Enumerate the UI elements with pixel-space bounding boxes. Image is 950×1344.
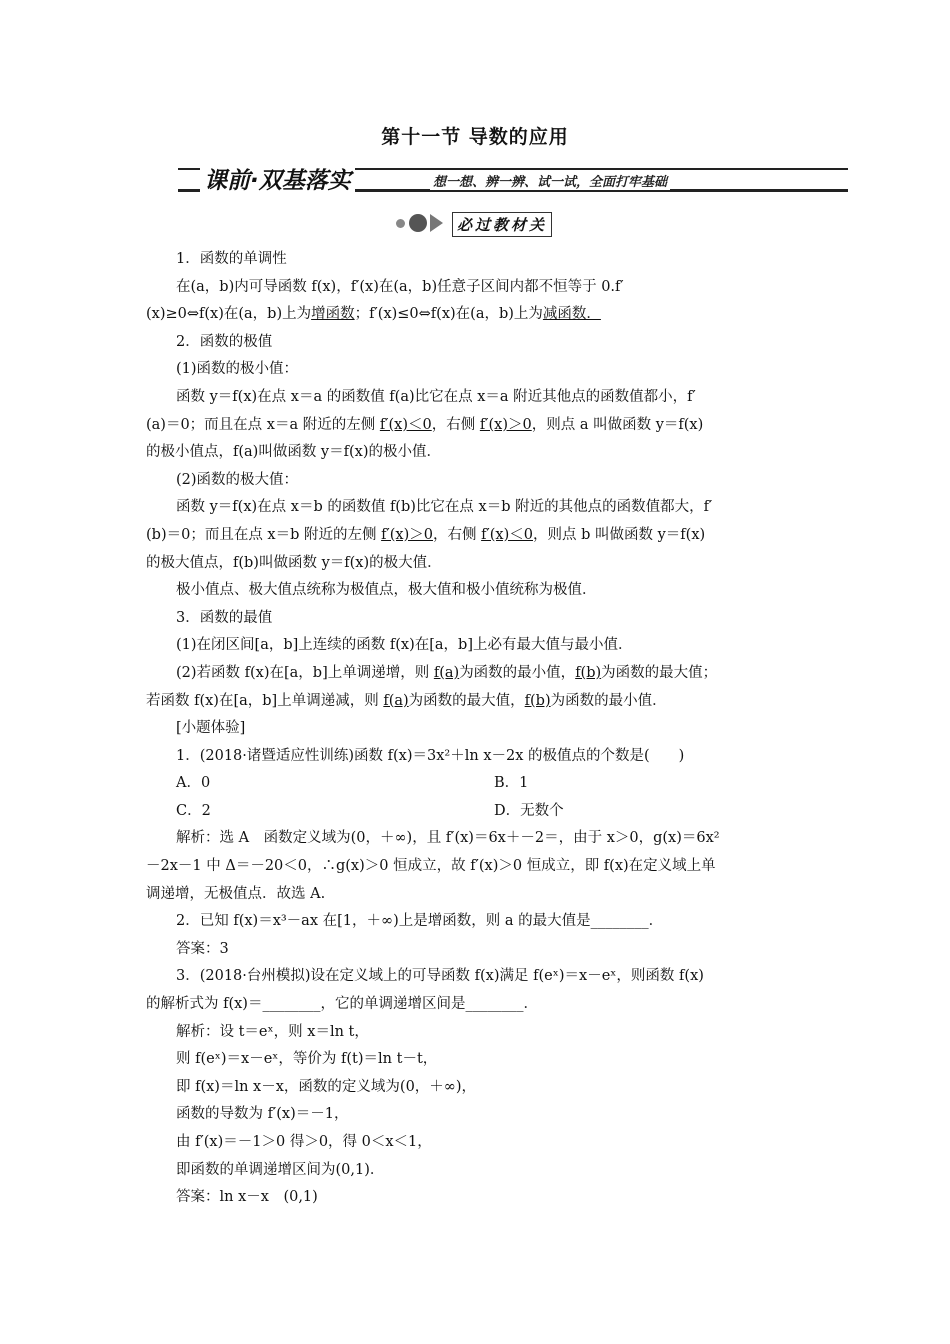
- solution-line: －2x－1 中 Δ＝－20＜0，∴g(x)＞0 恒成立，故 f′(x)＞0 恒成立，即 f(x)在定义域上单: [146, 858, 716, 875]
- answer-line: 答案：3: [176, 940, 229, 957]
- text-line: (2)函数的极大值：: [176, 471, 299, 488]
- badge-arrow-icon: [430, 214, 443, 232]
- page-title: 第十一节 导数的应用: [381, 126, 569, 148]
- banner-main-text: 课前·双基落实: [200, 162, 355, 195]
- text-line: (1)在闭区间[a，b]上连续的函数 f(x)在[a，b]上必有最大值与最小值．: [176, 637, 633, 654]
- text-line: 在(a，b)内可导函数 f(x)，f′(x)在(a，b)任意子区间内都不恒等于 0.f′: [176, 278, 624, 295]
- text-span: (x)≥0⇔f(x)在(a，b)上为: [146, 306, 312, 323]
- option-b: B．1: [494, 775, 529, 792]
- text-line: (1)函数的极小值：: [176, 361, 299, 378]
- text-line: 函数 y＝f(x)在点 x＝a 的函数值 f(a)比它在点 x＝a 附近其他点的函数值都小，f′: [176, 388, 696, 405]
- badge-dot-large-icon: [409, 214, 427, 232]
- text-span: 为函数的最大值；: [601, 664, 718, 681]
- text-line: [146, 660, 806, 688]
- options-row: [146, 770, 806, 798]
- fill-answer: f′(x)＞0: [479, 416, 532, 433]
- text-span: 为函数的最大值，: [408, 692, 525, 709]
- solution-line: 调递增，无极值点．故选 A.: [146, 885, 326, 902]
- text-span: (b)＝0；而且在点 x＝b 附近的左侧: [146, 526, 382, 543]
- text-line: 极小值点、极大值点统称为极值点，极大值和极小值统称为极值．: [176, 582, 597, 599]
- text-span: ，则点 a 叫做函数 y＝f(x): [531, 416, 704, 433]
- text-line: [146, 301, 806, 329]
- question-3-cont: 的解析式为 f(x)＝________，它的单调递增区间是________．: [146, 996, 538, 1013]
- text-span: ；f′(x)≤0⇔f(x)在(a，b)上为: [354, 306, 543, 323]
- text-span: ，右侧: [431, 416, 480, 433]
- section-banner: [178, 168, 848, 196]
- options-row: [146, 798, 806, 826]
- badge-dot-small-icon: [396, 219, 405, 228]
- text-span: 为函数的最小值．: [550, 692, 667, 709]
- text-line: 函数 y＝f(x)在点 x＝b 的函数值 f(b)比它在点 x＝b 附近的其他点的函数值都大，f′: [176, 499, 713, 516]
- text-line: [146, 688, 806, 716]
- option-d: D．无数个: [494, 802, 564, 819]
- option-c: C．2: [176, 802, 211, 819]
- heading-extremum: 2．函数的极值: [176, 333, 273, 350]
- badge-label: 必过教材关: [452, 212, 552, 237]
- answer-line: 答案：ln x－x (0,1): [176, 1189, 318, 1206]
- heading-monotonicity: 1．函数的单调性: [176, 251, 287, 267]
- text-span: 为函数的最小值，: [459, 664, 576, 681]
- fill-answer: 减函数．: [542, 306, 601, 323]
- solution-line: 解析：选 A 函数定义域为(0，＋∞)，且 f′(x)＝6x＋－2＝，由于 x＞0，g(x)＝6x²: [176, 830, 720, 847]
- solution-line: 即函数的单调递增区间为(0,1)．: [176, 1161, 385, 1178]
- heading-practice: [小题体验]: [176, 720, 246, 737]
- solution-line: 解析：设 t＝eˣ，则 x＝ln t，: [176, 1023, 369, 1040]
- text-line: [146, 412, 806, 440]
- fill-answer: f(a): [433, 664, 460, 681]
- solution-line: 则 f(eˣ)＝x－eˣ，等价为 f(t)＝ln t－t，: [176, 1051, 438, 1068]
- text-span: (2)若函数 f(x)在[a，b]上单调递增，则: [176, 664, 434, 681]
- text-span: 若函数 f(x)在[a，b]上单调递减，则: [146, 692, 384, 709]
- question-3: 3．(2018·台州模拟)设在定义域上的可导函数 f(x)满足 f(eˣ)＝x－eˣ，则函数 f(x): [176, 968, 704, 985]
- question-2: 2．已知 f(x)＝x³－ax 在[1，＋∞)上是增函数，则 a 的最大值是________．: [176, 913, 664, 930]
- solution-line: 函数的导数为 f′(x)＝－1，: [176, 1106, 349, 1123]
- fill-answer: f(b): [575, 664, 602, 681]
- banner-sub-text: 想一想、辨一辨、试一试，全面打牢基础: [430, 171, 670, 190]
- fill-answer: f(b): [524, 692, 551, 709]
- text-line: 的极大值点，f(b)叫做函数 y＝f(x)的极大值．: [146, 554, 442, 571]
- fill-answer: 增函数: [311, 306, 355, 323]
- text-line: 的极小值点，f(a)叫做函数 y＝f(x)的极小值．: [146, 444, 441, 461]
- fill-answer: f′(x)＞0: [381, 526, 433, 543]
- question-1: 1．(2018·诸暨适应性训练)函数 f(x)＝3x²＋ln x－2x 的极值点的个数是( ): [176, 747, 685, 764]
- text-line: [146, 522, 806, 550]
- heading-max-min: 3．函数的最值: [176, 609, 273, 626]
- solution-line: 由 f′(x)＝－1＞0 得＞0，得 0＜x＜1，: [176, 1134, 432, 1150]
- fill-answer: f′(x)＜0: [379, 416, 432, 433]
- text-span: ，则点 b 叫做函数 y＝f(x): [533, 526, 706, 543]
- fill-answer: f′(x)＜0: [481, 526, 533, 543]
- text-span: ，右侧: [433, 526, 482, 543]
- solution-line: 即 f(x)＝ln x－x，函数的定义域为(0，＋∞)，: [176, 1078, 477, 1095]
- fill-answer: f(a): [383, 692, 409, 709]
- option-a: A．0: [176, 775, 211, 792]
- document-body: [146, 246, 806, 1212]
- text-span: (a)＝0；而且在点 x＝a 附近的左侧: [146, 416, 380, 433]
